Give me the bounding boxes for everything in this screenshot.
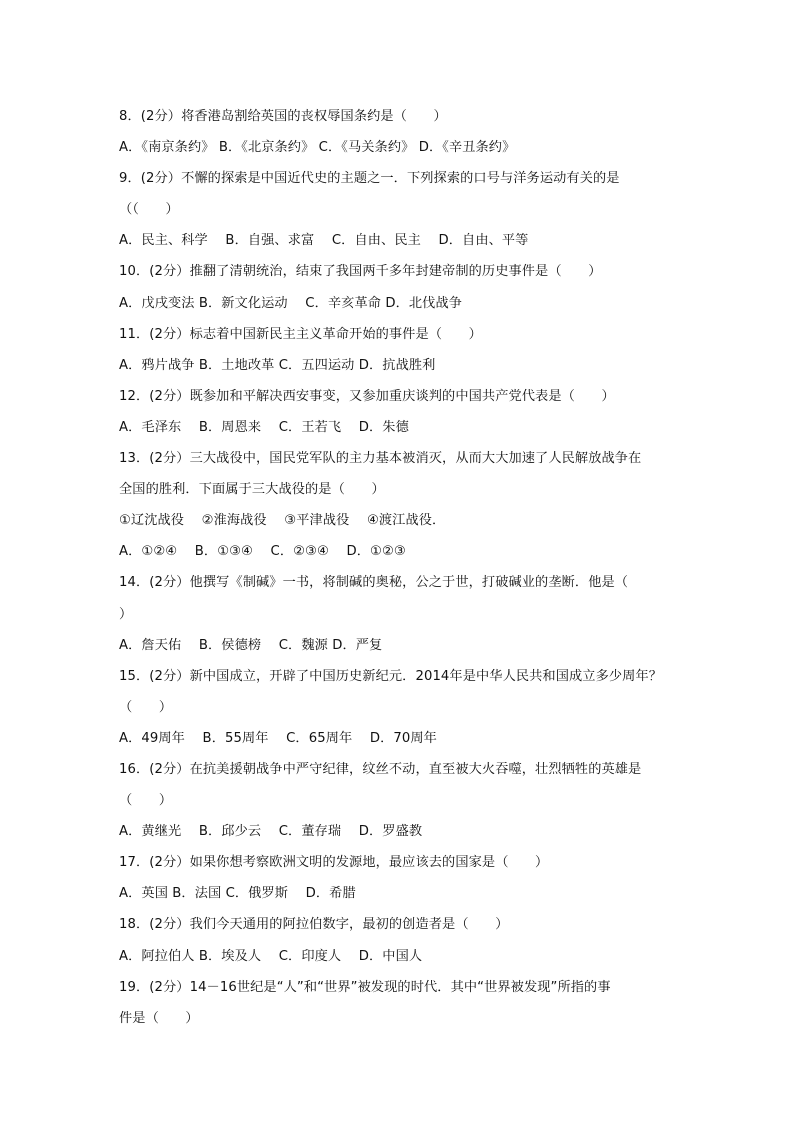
q18-options: A．阿拉伯人 B．埃及人 C．印度人 D．中国人: [119, 948, 423, 964]
q15-stem: 15．(2分）新中国成立，开辟了中国历史新纪元．2014年是中华人民共和国成立多少周年？: [119, 668, 663, 684]
q12-stem: 12．(2分）既参加和平解决西安事变，又参加重庆谈判的中国共产党代表是（ ）: [119, 388, 615, 404]
q14-options: A．詹天佑 B．侯德榜 C．魏源 D．严复: [119, 637, 383, 653]
q13-stem-continued: 全国的胜利．下面属于三大战役的是（ ）: [119, 482, 385, 498]
q10-options: A．戊戌变法 B．新文化运动 C．辛亥革命 D．北伐战争: [119, 295, 463, 311]
q12-options: A．毛泽东 B．周恩来 C．王若飞 D．朱德: [119, 419, 409, 435]
question-list: [119, 101, 689, 1034]
q9-stem-continued: （（ ）: [119, 202, 179, 218]
q13-choices: ①辽沈战役 ②淮海战役 ③平津战役 ④渡江战役．: [119, 513, 446, 529]
q11-options: A．鸦片战争 B．土地改革 C．五四运动 D．抗战胜利: [119, 357, 436, 373]
q11-stem: 11．(2分）标志着中国新民主主义革命开始的事件是（ ）: [119, 326, 482, 342]
q13-stem: 13．(2分）三大战役中，国民党军队的主力基本被消灭，从而大大加速了人民解放战争在: [119, 451, 642, 467]
q8-options: A．《南京条约》 B．《北京条约》 C．《马关条约》 D．《辛丑条约》: [119, 140, 516, 156]
q9-stem: 9．(2分）不懈的探索是中国近代史的主题之一．下列探索的口号与洋务运动有关的是: [119, 171, 620, 187]
q16-stem-continued: （ ）: [119, 793, 173, 809]
q19-stem: 19．(2分）14－16世纪是“人”和“世界”被发现的时代．其中“世界被发现”所指的事: [119, 979, 611, 995]
q13-options: A．①②④ B．①③④ C．②③④ D．①②③: [119, 544, 406, 560]
q15-stem-continued: （ ）: [119, 699, 173, 715]
q18-stem: 18．(2分）我们今天通用的阿拉伯数字，最初的创造者是（ ）: [119, 917, 509, 933]
q10-stem: 10．(2分）推翻了清朝统治，结束了我国两千多年封建帝制的历史事件是（ ）: [119, 264, 602, 280]
q8-stem: 8．(2分）将香港岛割给英国的丧权辱国条约是（ ）: [119, 109, 447, 124]
q14-stem: 14．(2分）他撰写《制碱》一书，将制碱的奥秘，公之于世，打破碱业的垄断．他是（: [119, 575, 629, 591]
q9-options: A．民主、科学 B．自强、求富 C．自由、民主 D．自由、平等: [119, 233, 529, 249]
q19-stem-continued: 件是（ ）: [119, 1010, 199, 1026]
q17-stem: 17．(2分）如果你想考察欧洲文明的发源地，最应该去的国家是（ ）: [119, 855, 549, 871]
q16-options: A．黄继光 B．邱少云 C．董存瑞 D．罗盛教: [119, 824, 423, 840]
q16-stem: 16．(2分）在抗美援朝战争中严守纪律，纹丝不动，直至被大火吞噬，壮烈牺牲的英雄是: [119, 761, 642, 777]
q17-options: A．英国 B．法国 C．俄罗斯 D．希腊: [119, 886, 356, 902]
q14-stem-continued: ）: [119, 606, 133, 622]
q15-options: A．49周年 B．55周年 C．65周年 D．70周年: [119, 730, 437, 746]
